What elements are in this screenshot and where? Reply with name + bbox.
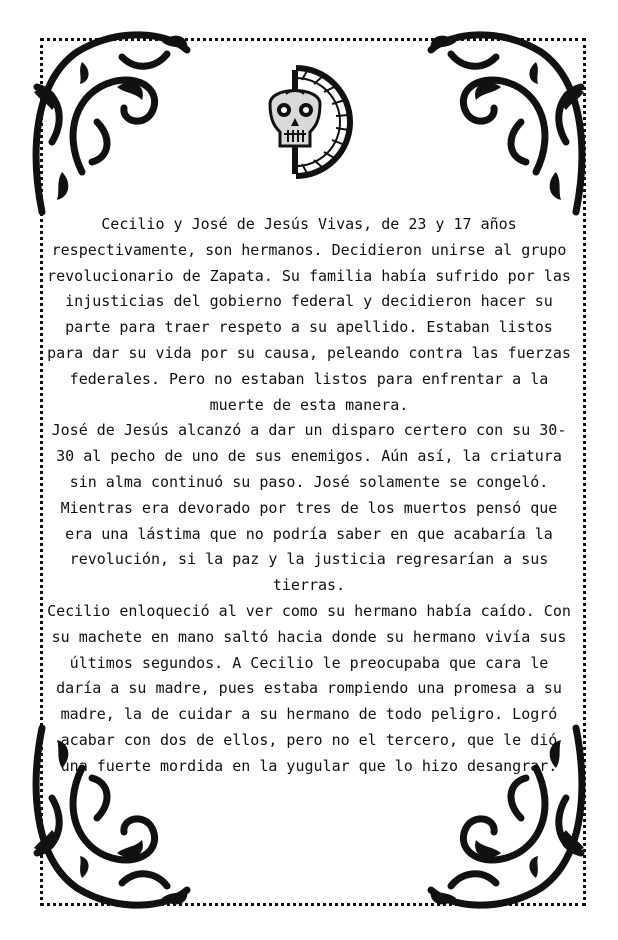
story-paragraph-3: Cecilio enloqueció al ver como su hermano había caído. Con su machete en mano saltó hacia donde su hermano vivía sus últimos segundos. A Cecilio le preocupaba que cara le daría a su madre, pues estaba rompiendo una promesa a su madre, la de cuidar a su hermano de todo peligro. Logró acabar con dos de ellos, pero no el tercero, que le dió una fuerte mordida en la yugular que lo hizo desangrar. bbox=[47, 601, 571, 775]
aztec-skull-emblem-icon bbox=[262, 64, 356, 180]
story-paragraph-2: José de Jesús alcanzó a dar un disparo certero con su 30-30 al pecho de uno de sus enemigos. Aún así, la criatura sin alma continuó su paso. José solamente se congeló. Mientras era devorado por tres de los muertos pensó que era una lástima que no podría saber en que acabaría la revolución, si la paz y la justicia regresarían a sus tierras. bbox=[51, 421, 567, 595]
corner-ornament-top-right-icon bbox=[426, 22, 596, 217]
corner-ornament-top-left-icon bbox=[22, 22, 192, 217]
story-paragraph-1: Cecilio y José de Jesús Vivas, de 23 y 17 años respectivamente, son hermanos. Decidieron unirse al grupo revolucionario de Zapata. Su familia había sufrido por las injusticias del gobierno federal y decidieron hacer su parte para traer respeto a su apellido. Estaban listos para dar su vida por su causa, peleando contra las fuerzas federales. Pero no estaban listos para enfrentar a la muerte de esta manera. bbox=[47, 215, 571, 414]
story-text bbox=[46, 212, 572, 780]
